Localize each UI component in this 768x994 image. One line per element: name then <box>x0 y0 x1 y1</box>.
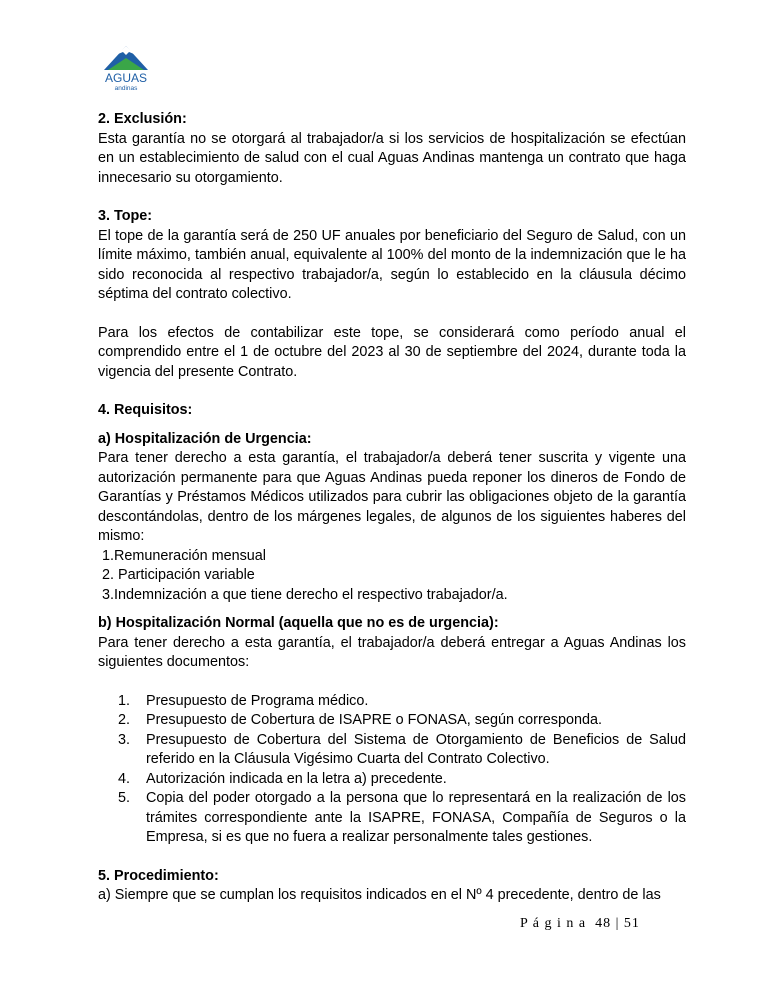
documents-list <box>98 692 686 848</box>
logo-mountain-icon <box>96 42 156 92</box>
document-body <box>98 110 686 906</box>
section-2-paragraph: Esta garantía no se otorgará al trabajador/a si los servicios de hospitalización se efectúan en un establecimiento de salud con el cual Aguas Andinas mantenga un contrato que haga innecesario su otorgamiento. <box>98 130 686 186</box>
section-3-title: 3. Tope: <box>98 208 153 224</box>
section-4b-paragraph: Para tener derecho a esta garantía, el trabajador/a deberá entregar a Aguas Andinas los siguientes documentos: <box>98 634 686 670</box>
company-logo <box>96 42 156 92</box>
section-4a-title: a) Hospitalización de Urgencia: <box>98 430 312 447</box>
list-item: 3. Presupuesto de Cobertura del Sistema de Otorgamiento de Beneficios de Salud referido en la Cláusula Vigésimo Cuarta del Contrato Colectivo. <box>118 731 686 767</box>
logo-text: AGUAS <box>104 71 148 85</box>
page-number: P á g i n a 48 | 51 <box>520 916 640 931</box>
section-4a-paragraph: Para tener derecho a esta garantía, el trabajador/a deberá tener suscrita y vigente una autorización permanente para que Aguas Andinas pueda reponer los dineros de Fondo de Garantías y Préstamos Médicos utilizados para cubrir las obligaciones objeto de la garantía descontándolas, dentro de los márgenes legales, de algunos de los siguientes haberes del mismo: <box>98 450 686 544</box>
section-3-paragraph-2: Para los efectos de contabilizar este tope, se considerará como período anual el comprendido entre el 1 de octubre del 2023 al 30 de septiembre del 2024, durante toda la vigencia del presente Contrato. <box>98 324 686 380</box>
section-5-paragraph: a) Siempre que se cumplan los requisitos indicados en el Nº 4 precedente, dentro de las <box>98 887 661 903</box>
list-item: 4. Autorización indicada en la letra a) precedente. <box>118 770 447 787</box>
list-item: 1. Presupuesto de Programa médico. <box>118 692 369 709</box>
list-item: 3.Indemnización a que tiene derecho el respectivo trabajador/a. <box>98 586 508 603</box>
section-3-paragraph-1: El tope de la garantía será de 250 UF anuales por beneficiario del Seguro de Salud, con un límite máximo, también anual, equivalente al 100% del monto de la indemnización que le ha sido reconocida al respectivo trabajador/a, según lo establecido en la cláusula décimo séptima del contrato colectivo. <box>98 227 686 302</box>
section-2-title: 2. Exclusión: <box>98 111 187 127</box>
section-4-title: 4. Requisitos: <box>98 402 193 418</box>
section-5-title: 5. Procedimiento: <box>98 867 219 884</box>
logo-subtext: andinas <box>114 85 138 92</box>
section-4b-title: b) Hospitalización Normal (aquella que no es de urgencia): <box>98 615 499 631</box>
list-item: 2. Presupuesto de Cobertura de ISAPRE o FONASA, según corresponda. <box>118 712 602 728</box>
list-item: 2. Participación variable <box>98 567 255 583</box>
list-item: 1.Remuneración mensual <box>98 547 266 564</box>
list-item: 5. Copia del poder otorgado a la persona que lo representará en la realización de los trámites correspondiente ante la ISAPRE, FONASA, Compañía de Seguros o la Empresa, si es que no fuera a realizar personalmente tales gestiones. <box>118 790 686 845</box>
